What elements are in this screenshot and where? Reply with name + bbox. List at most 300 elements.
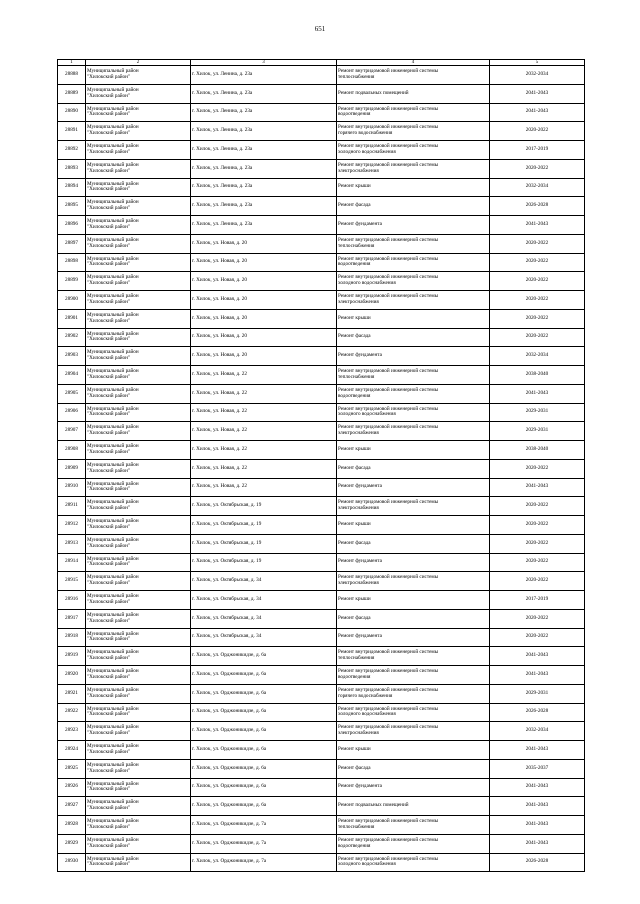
table-row — [58, 159, 585, 178]
work-type-cell — [337, 309, 490, 328]
district-line-2: "Хилокский район" — [87, 730, 131, 737]
district-line-1: Муниципальный район — [87, 461, 139, 468]
address-cell: г. Хилок, ул. Новая, д. 20 — [191, 347, 337, 366]
column-header: 2 — [86, 60, 191, 66]
work-type-line: Ремонт внутридомовой инженерной системы — [338, 255, 439, 262]
address-cell: г. Хилок, ул. Орджоникидзе, д. 7а — [191, 853, 337, 872]
district-cell — [86, 497, 191, 516]
table-row — [58, 141, 585, 160]
work-type-line: горячего водоснабжения — [338, 692, 393, 699]
district-line-1: Муниципальный район — [87, 780, 139, 787]
table-row — [58, 759, 585, 778]
district-line-2: "Хилокский район" — [87, 711, 131, 718]
period-cell: 2032-2034 — [490, 178, 585, 197]
table-row — [58, 103, 585, 122]
address-cell: г. Хилок, ул. Ленина, д. 23а — [191, 103, 337, 122]
row-number-cell: 28891 — [58, 122, 86, 141]
table-row — [58, 272, 585, 291]
work-type-line: теплоснабжения — [338, 73, 375, 80]
work-type-line: Ремонт внутридомовой инженерной системы — [338, 124, 439, 131]
repair-schedule-table — [57, 59, 585, 872]
district-line-2: "Хилокский район" — [87, 448, 131, 455]
district-line-2: "Хилокский район" — [87, 580, 131, 587]
district-line-1: Муниципальный район — [87, 574, 139, 581]
work-type-line: Ремонт фасада — [338, 464, 371, 471]
address-cell: г. Хилок, ул. Ленина, д. 23а — [191, 159, 337, 178]
district-line-2: "Хилокский район" — [87, 130, 131, 137]
work-type-cell — [337, 778, 490, 797]
work-type-line: теплоснабжения — [338, 373, 375, 380]
district-line-1: Муниципальный район — [87, 199, 139, 206]
district-line-1: Муниципальный район — [87, 555, 139, 562]
district-cell — [86, 797, 191, 816]
table-row — [58, 234, 585, 253]
row-number-cell: 28904 — [58, 366, 86, 385]
row-number-cell: 28898 — [58, 253, 86, 272]
table-row — [58, 572, 585, 591]
work-type-cell — [337, 103, 490, 122]
work-type-cell — [337, 291, 490, 310]
work-type-cell — [337, 384, 490, 403]
district-line-2: "Хилокский район" — [87, 205, 131, 212]
row-number-cell: 28902 — [58, 328, 86, 347]
district-line-2: "Хилокский район" — [87, 786, 131, 793]
table-row — [58, 797, 585, 816]
table-row — [58, 516, 585, 535]
row-number-cell: 28914 — [58, 553, 86, 572]
district-cell — [86, 816, 191, 835]
district-cell — [86, 778, 191, 797]
address-cell: г. Хилок, ул. Орджоникидзе, д. 7а — [191, 816, 337, 835]
address-cell: г. Хилок, ул. Новая, д. 20 — [191, 272, 337, 291]
district-cell — [86, 84, 191, 103]
district-cell — [86, 309, 191, 328]
district-line-2: "Хилокский район" — [87, 167, 131, 174]
district-line-1: Муниципальный район — [87, 105, 139, 112]
district-cell — [86, 178, 191, 197]
work-type-line: Ремонт внутридомовой инженерной системы — [338, 368, 439, 375]
address-cell: г. Хилок, ул. Ленина, д. 23а — [191, 84, 337, 103]
table-row — [58, 628, 585, 647]
work-type-cell — [337, 328, 490, 347]
address-cell: г. Хилок, ул. Новая, д. 20 — [191, 309, 337, 328]
work-type-line: холодного водоснабжения — [338, 148, 396, 155]
row-number-cell: 28921 — [58, 684, 86, 703]
district-line-2: "Хилокский район" — [87, 336, 131, 343]
address-cell: г. Хилок, ул. Новая, д. 20 — [191, 291, 337, 310]
row-number-cell: 28890 — [58, 103, 86, 122]
district-line-1: Муниципальный район — [87, 161, 139, 168]
row-number-cell: 28893 — [58, 159, 86, 178]
district-cell — [86, 609, 191, 628]
address-cell: г. Хилок, ул. Новая, д. 20 — [191, 328, 337, 347]
row-number-cell: 28903 — [58, 347, 86, 366]
work-type-line: Ремонт крыши — [338, 183, 371, 190]
address-cell: г. Хилок, ул. Октябрьская, д. 19 — [191, 516, 337, 535]
work-type-cell — [337, 816, 490, 835]
work-type-cell — [337, 553, 490, 572]
address-cell: г. Хилок, ул. Октябрьская, д. 19 — [191, 497, 337, 516]
work-type-line: холодного водоснабжения — [338, 711, 396, 718]
work-type-line: Ремонт внутридомовой инженерной системы — [338, 855, 439, 862]
table-row — [58, 441, 585, 460]
district-cell — [86, 384, 191, 403]
work-type-cell — [337, 159, 490, 178]
work-type-cell — [337, 141, 490, 160]
work-type-line: Ремонт фасада — [338, 202, 371, 209]
district-line-1: Муниципальный район — [87, 480, 139, 487]
table-row — [58, 816, 585, 835]
table-row — [58, 384, 585, 403]
table-row — [58, 722, 585, 741]
address-cell: г. Хилок, ул. Октябрьская, д. 34 — [191, 572, 337, 591]
work-type-line: Ремонт внутридомовой инженерной системы — [338, 649, 439, 656]
table-row — [58, 834, 585, 853]
district-line-2: "Хилокский район" — [87, 223, 131, 230]
table-row — [58, 66, 585, 85]
table-row — [58, 609, 585, 628]
work-type-cell — [337, 403, 490, 422]
work-type-line: теплоснабжения — [338, 242, 375, 249]
row-number-cell: 28905 — [58, 384, 86, 403]
table-row — [58, 366, 585, 385]
address-cell: г. Хилок, ул. Ленина, д. 23а — [191, 122, 337, 141]
period-cell: 2020-2022 — [490, 272, 585, 291]
work-type-line: Ремонт внутридомовой инженерной системы — [338, 405, 439, 412]
work-type-line: водоотведения — [338, 673, 371, 680]
work-type-cell — [337, 572, 490, 591]
district-line-2: "Хилокский район" — [87, 767, 131, 774]
work-type-cell — [337, 534, 490, 553]
district-line-1: Муниципальный район — [87, 330, 139, 337]
work-type-line: холодного водоснабжения — [338, 861, 396, 868]
district-line-1: Муниципальный район — [87, 649, 139, 656]
address-cell: г. Хилок, ул. Октябрьская, д. 34 — [191, 609, 337, 628]
address-cell: г. Хилок, ул. Новая, д. 22 — [191, 403, 337, 422]
table-row — [58, 853, 585, 872]
address-cell: г. Хилок, ул. Новая, д. 22 — [191, 366, 337, 385]
work-type-cell — [337, 66, 490, 85]
district-line-1: Муниципальный район — [87, 368, 139, 375]
district-cell — [86, 422, 191, 441]
district-line-2: "Хилокский район" — [87, 411, 131, 418]
row-number-cell: 28908 — [58, 441, 86, 460]
page-number: 651 — [314, 25, 326, 33]
work-type-line: электроснабжения — [338, 580, 379, 587]
district-line-1: Муниципальный район — [87, 705, 139, 712]
work-type-line: Ремонт внутридомовой инженерной системы — [338, 724, 439, 731]
table-row — [58, 459, 585, 478]
district-cell — [86, 253, 191, 272]
table-row — [58, 178, 585, 197]
district-line-1: Муниципальный район — [87, 255, 139, 262]
work-type-line: холодного водоснабжения — [338, 280, 396, 287]
district-line-1: Муниципальный район — [87, 668, 139, 675]
district-line-1: Муниципальный район — [87, 836, 139, 843]
address-cell: г. Хилок, ул. Орджоникидзе, д. 6а — [191, 703, 337, 722]
district-cell — [86, 759, 191, 778]
table-row — [58, 253, 585, 272]
table-row — [58, 403, 585, 422]
district-line-2: "Хилокский район" — [87, 298, 131, 305]
period-cell: 2041-2043 — [490, 478, 585, 497]
district-line-1: Муниципальный район — [87, 818, 139, 825]
work-type-line: водоотведения — [338, 111, 371, 118]
row-number-cell: 28915 — [58, 572, 86, 591]
district-line-2: "Хилокский район" — [87, 523, 131, 530]
district-line-2: "Хилокский район" — [87, 486, 131, 493]
row-number-cell: 28918 — [58, 628, 86, 647]
period-cell: 2029-2031 — [490, 422, 585, 441]
row-number-cell: 28907 — [58, 422, 86, 441]
district-line-1: Муниципальный район — [87, 386, 139, 393]
district-cell — [86, 441, 191, 460]
district-line-1: Муниципальный район — [87, 405, 139, 412]
row-number-cell: 28906 — [58, 403, 86, 422]
row-number-cell: 28909 — [58, 459, 86, 478]
work-type-line: Ремонт фундамента — [338, 783, 382, 790]
address-cell: г. Хилок, ул. Орджоникидзе, д. 6а — [191, 666, 337, 685]
district-line-1: Муниципальный район — [87, 630, 139, 637]
work-type-line: Ремонт фундамента — [338, 220, 382, 227]
district-cell — [86, 628, 191, 647]
district-line-1: Муниципальный район — [87, 593, 139, 600]
district-line-1: Муниципальный район — [87, 724, 139, 731]
period-cell: 2020-2022 — [490, 553, 585, 572]
district-cell — [86, 366, 191, 385]
address-cell: г. Хилок, ул. Новая, д. 22 — [191, 422, 337, 441]
table-row — [58, 741, 585, 760]
row-number-cell: 28920 — [58, 666, 86, 685]
row-number-cell: 28919 — [58, 647, 86, 666]
work-type-line: Ремонт фундамента — [338, 558, 382, 565]
district-line-2: "Хилокский район" — [87, 317, 131, 324]
work-type-cell — [337, 84, 490, 103]
district-line-2: "Хилокский район" — [87, 92, 131, 99]
work-type-cell — [337, 647, 490, 666]
work-type-cell — [337, 216, 490, 235]
district-line-1: Муниципальный район — [87, 855, 139, 862]
row-number-cell: 28911 — [58, 497, 86, 516]
work-type-line: горячего водоснабжения — [338, 130, 393, 137]
work-type-line: Ремонт внутридомовой инженерной системы — [338, 143, 439, 150]
address-cell: г. Хилок, ул. Орджоникидзе, д. 6а — [191, 741, 337, 760]
table-row — [58, 497, 585, 516]
district-cell — [86, 684, 191, 703]
work-type-line: Ремонт внутридомовой инженерной системы — [338, 705, 439, 712]
district-cell — [86, 591, 191, 610]
district-cell — [86, 534, 191, 553]
district-line-2: "Хилокский район" — [87, 823, 131, 830]
district-line-2: "Хилокский район" — [87, 280, 131, 287]
work-type-cell — [337, 516, 490, 535]
work-type-cell — [337, 422, 490, 441]
period-cell: 2035-2037 — [490, 759, 585, 778]
row-number-cell: 28916 — [58, 591, 86, 610]
district-line-1: Муниципальный район — [87, 443, 139, 450]
district-line-2: "Хилокский район" — [87, 242, 131, 249]
district-cell — [86, 216, 191, 235]
period-cell: 2020-2022 — [490, 497, 585, 516]
district-line-2: "Хилокский район" — [87, 748, 131, 755]
table-row — [58, 347, 585, 366]
district-line-2: "Хилокский район" — [87, 373, 131, 380]
district-cell — [86, 478, 191, 497]
work-type-cell — [337, 197, 490, 216]
district-line-2: "Хилокский район" — [87, 430, 131, 437]
work-type-line: электроснабжения — [338, 505, 379, 512]
period-cell: 2026-2028 — [490, 853, 585, 872]
district-line-1: Муниципальный район — [87, 124, 139, 131]
period-cell: 2041-2043 — [490, 834, 585, 853]
period-cell: 2032-2034 — [490, 66, 585, 85]
address-cell: г. Хилок, ул. Новая, д. 22 — [191, 384, 337, 403]
period-cell: 2026-2028 — [490, 197, 585, 216]
period-cell: 2026-2028 — [490, 703, 585, 722]
address-cell: г. Хилок, ул. Орджоникидзе, д. 6а — [191, 759, 337, 778]
period-cell: 2038-2040 — [490, 366, 585, 385]
district-line-2: "Хилокский район" — [87, 861, 131, 868]
address-cell: г. Хилок, ул. Новая, д. 22 — [191, 441, 337, 460]
period-cell: 2041-2043 — [490, 384, 585, 403]
district-cell — [86, 122, 191, 141]
period-cell: 2041-2043 — [490, 816, 585, 835]
row-number-cell: 28894 — [58, 178, 86, 197]
table-row — [58, 309, 585, 328]
address-cell: г. Хилок, ул. Новая, д. 20 — [191, 234, 337, 253]
work-type-line: Ремонт внутридомовой инженерной системы — [338, 274, 439, 281]
district-line-2: "Хилокский район" — [87, 561, 131, 568]
work-type-line: водоотведения — [338, 392, 371, 399]
table-row — [58, 216, 585, 235]
period-cell: 2041-2043 — [490, 647, 585, 666]
row-number-cell: 28912 — [58, 516, 86, 535]
district-line-2: "Хилокский район" — [87, 842, 131, 849]
work-type-cell — [337, 478, 490, 497]
district-cell — [86, 647, 191, 666]
table-row — [58, 422, 585, 441]
work-type-line: Ремонт внутридомовой инженерной системы — [338, 236, 439, 243]
work-type-line: Ремонт внутридомовой инженерной системы — [338, 818, 439, 825]
district-line-1: Муниципальный район — [87, 293, 139, 300]
address-cell: г. Хилок, ул. Ленина, д. 23а — [191, 197, 337, 216]
period-cell: 2041-2043 — [490, 797, 585, 816]
work-type-line: Ремонт подвальных помещений — [338, 802, 409, 809]
district-line-2: "Хилокский район" — [87, 392, 131, 399]
row-number-cell: 28930 — [58, 853, 86, 872]
work-type-line: Ремонт внутридомовой инженерной системы — [338, 668, 439, 675]
period-cell: 2020-2022 — [490, 253, 585, 272]
table-row — [58, 478, 585, 497]
district-line-2: "Хилокский район" — [87, 148, 131, 155]
district-line-2: "Хилокский район" — [87, 617, 131, 624]
period-cell: 2020-2022 — [490, 122, 585, 141]
row-number-cell: 28926 — [58, 778, 86, 797]
table-row — [58, 778, 585, 797]
work-type-line: Ремонт внутридомовой инженерной системы — [338, 836, 439, 843]
district-line-2: "Хилокский район" — [87, 186, 131, 193]
period-cell: 2020-2022 — [490, 628, 585, 647]
row-number-cell: 28900 — [58, 291, 86, 310]
row-number-cell: 28927 — [58, 797, 86, 816]
table-row — [58, 684, 585, 703]
work-type-line: Ремонт внутридомовой инженерной системы — [338, 686, 439, 693]
work-type-cell — [337, 759, 490, 778]
period-cell: 2041-2043 — [490, 741, 585, 760]
address-cell: г. Хилок, ул. Новая, д. 20 — [191, 253, 337, 272]
address-cell: г. Хилок, ул. Ленина, д. 23а — [191, 216, 337, 235]
district-line-2: "Хилокский район" — [87, 673, 131, 680]
address-cell: г. Хилок, ул. Орджоникидзе, д. 6а — [191, 797, 337, 816]
work-type-cell — [337, 253, 490, 272]
row-number-cell: 28928 — [58, 816, 86, 835]
work-type-cell — [337, 459, 490, 478]
work-type-line: электроснабжения — [338, 730, 379, 737]
table-row — [58, 666, 585, 685]
work-type-cell — [337, 234, 490, 253]
address-cell: г. Хилок, ул. Орджоникидзе, д. 6а — [191, 684, 337, 703]
district-cell — [86, 834, 191, 853]
period-cell: 2020-2022 — [490, 291, 585, 310]
address-cell: г. Хилок, ул. Октябрьская, д. 19 — [191, 553, 337, 572]
period-cell: 2020-2022 — [490, 572, 585, 591]
address-cell: г. Хилок, ул. Ленина, д. 23а — [191, 178, 337, 197]
row-number-cell: 28925 — [58, 759, 86, 778]
district-line-2: "Хилокский район" — [87, 73, 131, 80]
table-row — [58, 534, 585, 553]
work-type-cell — [337, 441, 490, 460]
work-type-cell — [337, 272, 490, 291]
work-type-line: Ремонт крыши — [338, 445, 371, 452]
district-cell — [86, 291, 191, 310]
district-cell — [86, 197, 191, 216]
work-type-line: Ремонт фасада — [338, 764, 371, 771]
work-type-cell — [337, 178, 490, 197]
work-type-line: Ремонт крыши — [338, 314, 371, 321]
work-type-line: электроснабжения — [338, 430, 379, 437]
period-cell: 2020-2022 — [490, 459, 585, 478]
district-line-1: Муниципальный район — [87, 799, 139, 806]
district-line-2: "Хилокский район" — [87, 805, 131, 812]
work-type-line: Ремонт фундамента — [338, 633, 382, 640]
district-cell — [86, 103, 191, 122]
table-row — [58, 647, 585, 666]
work-type-line: электроснабжения — [338, 298, 379, 305]
period-cell: 2032-2034 — [490, 722, 585, 741]
row-number-cell: 28922 — [58, 703, 86, 722]
period-cell: 2017-2019 — [490, 591, 585, 610]
column-header: 4 — [337, 60, 490, 66]
row-number-cell: 28923 — [58, 722, 86, 741]
work-type-line: Ремонт внутридомовой инженерной системы — [338, 386, 439, 393]
district-line-1: Муниципальный район — [87, 349, 139, 356]
address-cell: г. Хилок, ул. Октябрьская, д. 19 — [191, 534, 337, 553]
district-line-2: "Хилокский район" — [87, 655, 131, 662]
district-cell — [86, 347, 191, 366]
row-number-cell: 28897 — [58, 234, 86, 253]
district-line-1: Муниципальный район — [87, 180, 139, 187]
district-cell — [86, 741, 191, 760]
work-type-cell — [337, 497, 490, 516]
district-line-2: "Хилокский район" — [87, 636, 131, 643]
period-cell: 2020-2022 — [490, 609, 585, 628]
work-type-line: Ремонт подвальных помещений — [338, 89, 409, 96]
district-line-1: Муниципальный район — [87, 236, 139, 243]
row-number-cell: 28892 — [58, 141, 86, 160]
period-cell: 2041-2043 — [490, 666, 585, 685]
work-type-line: Ремонт внутридомовой инженерной системы — [338, 574, 439, 581]
district-cell — [86, 141, 191, 160]
